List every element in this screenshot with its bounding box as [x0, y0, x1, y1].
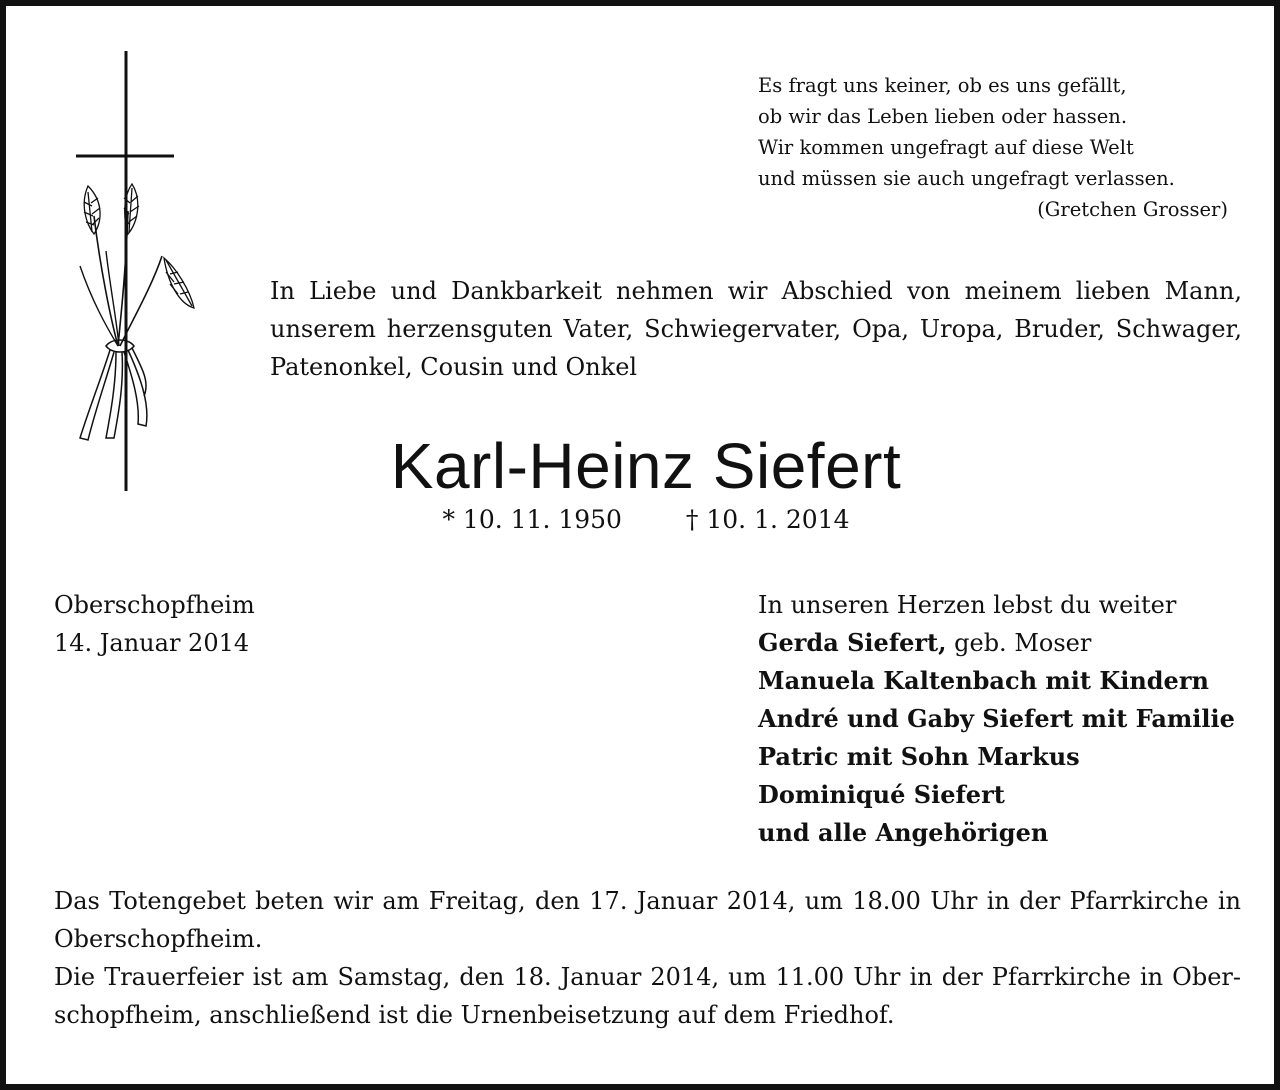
mourner [758, 700, 1258, 738]
death-date: † 10. 1. 2014 [685, 505, 850, 534]
mourner [758, 662, 1258, 700]
mourner-name: Patric mit Sohn Markus [758, 742, 1080, 771]
funeral-details [54, 882, 1241, 1034]
funeral-line: Oberschopfheim. [54, 925, 263, 953]
intro-line: Patenonkel, Cousin und Onkel [270, 353, 638, 381]
birth-date: * 10. 11. 1950 [442, 505, 622, 534]
mourners-heading: In unseren Herzen lebst du weiter [758, 591, 1177, 619]
funeral-line: Das Totengebet beten wir am Freitag, den 17. Januar 2014, um 18.00 Uhr in der Pfarrkirche in [54, 887, 1241, 915]
funeral-line: Die Trauerfeier ist am Samstag, den 18. Januar 2014, um 11.00 Uhr in der Pfarrkirche in Ober- [54, 963, 1241, 991]
mourner [758, 738, 1258, 776]
poem [758, 70, 1228, 225]
deceased-name: Karl-Heinz Siefert [390, 430, 902, 502]
poem-author: (Gretchen Grosser) [1037, 198, 1228, 221]
place-town: Oberschopfheim [54, 591, 255, 619]
poem-line: ob wir das Leben lieben oder hassen. [758, 105, 1128, 128]
poem-line: Wir kommen ungefragt auf diese Welt [758, 136, 1134, 159]
mourner-name: und alle Angehörigen [758, 818, 1049, 847]
intro-text [270, 272, 1242, 386]
widow [758, 624, 1258, 662]
mourner [758, 776, 1258, 814]
mourner-name: André und Gaby Siefert mit Familie [758, 704, 1235, 733]
place-date: 14. Januar 2014 [54, 629, 250, 657]
mourners [758, 586, 1258, 852]
place-and-date [54, 586, 255, 662]
mourner-name: Manuela Kaltenbach mit Kindern [758, 666, 1209, 695]
widow-name: Gerda Siefert, [758, 628, 947, 657]
life-dates [6, 502, 1280, 538]
intro-line: unserem herzensguten Vater, Schwiegervater, Opa, Uropa, Bruder, Schwager, [270, 315, 1242, 343]
funeral-line: schopfheim, anschließend ist die Urnenbeisetzung auf dem Friedhof. [54, 1001, 895, 1029]
intro-line: In Liebe und Dankbarkeit nehmen wir Abschied von meinem lieben Mann, [270, 277, 1242, 305]
poem-line: Es fragt uns keiner, ob es uns gefällt, [758, 74, 1127, 97]
widow-maiden-name: geb. Moser [946, 629, 1092, 657]
mourner-name: Dominiqué Siefert [758, 780, 1005, 809]
mourner [758, 814, 1258, 852]
poem-line: und müssen sie auch ungefragt verlassen. [758, 167, 1175, 190]
